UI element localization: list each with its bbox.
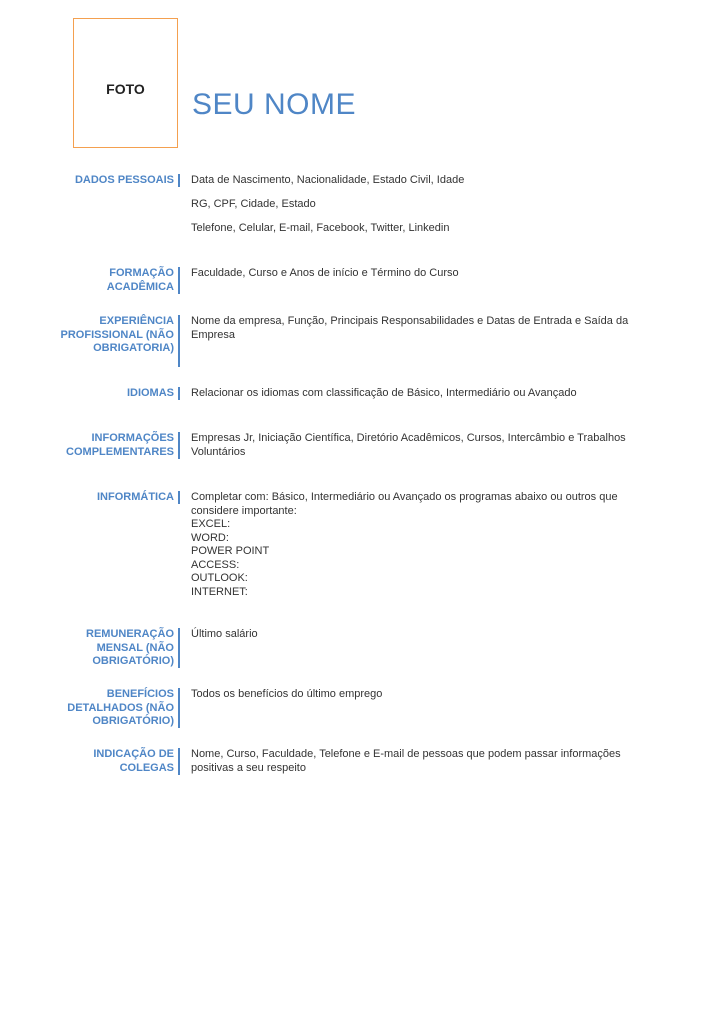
section-label: INDICAÇÃO DE COLEGAS xyxy=(93,748,174,774)
section-bar xyxy=(178,387,180,400)
section-content: Nome, Curso, Faculdade, Telefone e E-mail de pessoas que podem passar informações positivas a seu respeito xyxy=(191,748,621,774)
section-bar xyxy=(178,432,180,459)
software-item: WORD: xyxy=(191,531,229,544)
section-bar xyxy=(178,174,180,187)
section-label: INFORMAÇÕES COMPLEMENTARES xyxy=(66,432,174,458)
photo-label: FOTO xyxy=(106,81,145,97)
personal-data-line: RG, CPF, Cidade, Estado xyxy=(191,198,316,210)
software-item: OUTLOOK: xyxy=(191,572,248,584)
section-content: Faculdade, Curso e Anos de início e Término do Curso xyxy=(191,267,459,279)
section-bar xyxy=(178,628,180,668)
informatica-intro: Completar com: Básico, Intermediário ou Avançado os programas abaixo ou outros que considere importante: xyxy=(191,491,618,517)
personal-data-line: Data de Nascimento, Nacionalidade, Estado Civil, Idade xyxy=(191,174,465,186)
section-content: Nome da empresa, Função, Principais Responsabilidades e Datas de Entrada e Saída da Empresa xyxy=(191,315,629,341)
section-label: DADOS PESSOAIS xyxy=(74,174,174,186)
software-item: POWER POINT xyxy=(191,545,270,557)
section-content: Todos os benefícios do último emprego xyxy=(191,688,383,700)
section-content: Empresas Jr, Iniciação Científica, Diretório Acadêmicos, Cursos, Intercâmbio e Trabalhos Voluntários xyxy=(191,432,626,458)
section-label: INFORMÁTICA xyxy=(97,491,174,503)
section-content: Relacionar os idiomas com classificação de Básico, Intermediário ou Avançado xyxy=(191,387,577,399)
section-bar xyxy=(178,748,180,775)
section-bar xyxy=(178,267,180,294)
section-label: EXPERIÊNCIA PROFISSIONAL (NÃO OBRIGATORIA) xyxy=(60,315,174,354)
software-item: ACCESS: xyxy=(191,558,240,571)
photo-placeholder xyxy=(73,18,178,148)
personal-data-line: Telefone, Celular, E-mail, Facebook, Twitter, Linkedin xyxy=(191,222,450,234)
resume-name: SEU NOME xyxy=(192,88,357,121)
section-content xyxy=(191,174,641,236)
section-label: BENEFÍCIOS DETALHADOS (NÃO OBRIGATÓRIO) xyxy=(67,688,174,727)
section-content: Último salário xyxy=(191,628,258,640)
section-bar xyxy=(178,315,180,367)
software-item: EXCEL: xyxy=(191,518,231,530)
section-bar xyxy=(178,688,180,728)
section-label: FORMAÇÃO ACADÊMICA xyxy=(106,267,174,293)
section-bar xyxy=(178,491,180,504)
section-label: IDIOMAS xyxy=(126,387,174,399)
software-item: INTERNET: xyxy=(191,585,248,598)
section-label: REMUNERAÇÃO MENSAL (NÃO OBRIGATÓRIO) xyxy=(86,628,174,667)
section-content xyxy=(191,491,641,599)
